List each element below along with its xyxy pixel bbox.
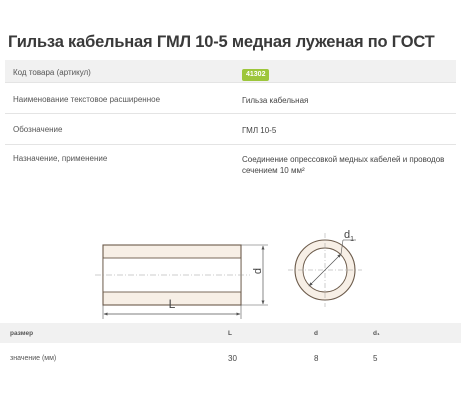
dim-header: L (228, 330, 232, 337)
dim-value: 5 (373, 354, 378, 363)
spec-row-designation (5, 114, 456, 145)
dim-header: d₁ (373, 330, 380, 337)
spec-value: ГМЛ 10-5 (242, 126, 277, 135)
sleeve-end-view (288, 233, 362, 307)
dim-header: d (314, 330, 318, 337)
sleeve-drawing (0, 218, 461, 323)
page-title: Гильза кабельная ГМЛ 10-5 медная луженая по ГОСТ (8, 33, 435, 51)
spec-key: Наименование текстовое расширенное (13, 95, 161, 104)
sleeve-side-view (95, 245, 268, 319)
dim-value: значение (мм) (10, 355, 57, 362)
dimensions-table (0, 323, 461, 373)
dim-value: 8 (314, 354, 319, 363)
diameter-label: d (252, 267, 264, 275)
article-badge: 41302 (242, 69, 269, 81)
dim-value: 30 (228, 354, 237, 363)
spec-row-article (5, 60, 456, 83)
length-label: L (168, 297, 176, 311)
dim-header: размер (10, 330, 34, 337)
spec-row-purpose (5, 145, 456, 185)
spec-value: Соединение опрессовкой медных кабелей и проводов сечением 10 мм² (242, 155, 445, 175)
spec-key: Назначение, применение (13, 154, 108, 163)
spec-value (242, 68, 452, 81)
dimensions-value-row (0, 343, 461, 373)
spec-value: Гильза кабельная (242, 96, 309, 105)
spec-row-name (5, 83, 456, 114)
dimensions-header-row (0, 323, 461, 343)
spec-key: Код товара (артикул) (13, 68, 91, 77)
specs-table (5, 60, 456, 185)
spec-key: Обозначение (13, 125, 63, 134)
inner-diameter-label: $d_1$ (344, 229, 355, 243)
